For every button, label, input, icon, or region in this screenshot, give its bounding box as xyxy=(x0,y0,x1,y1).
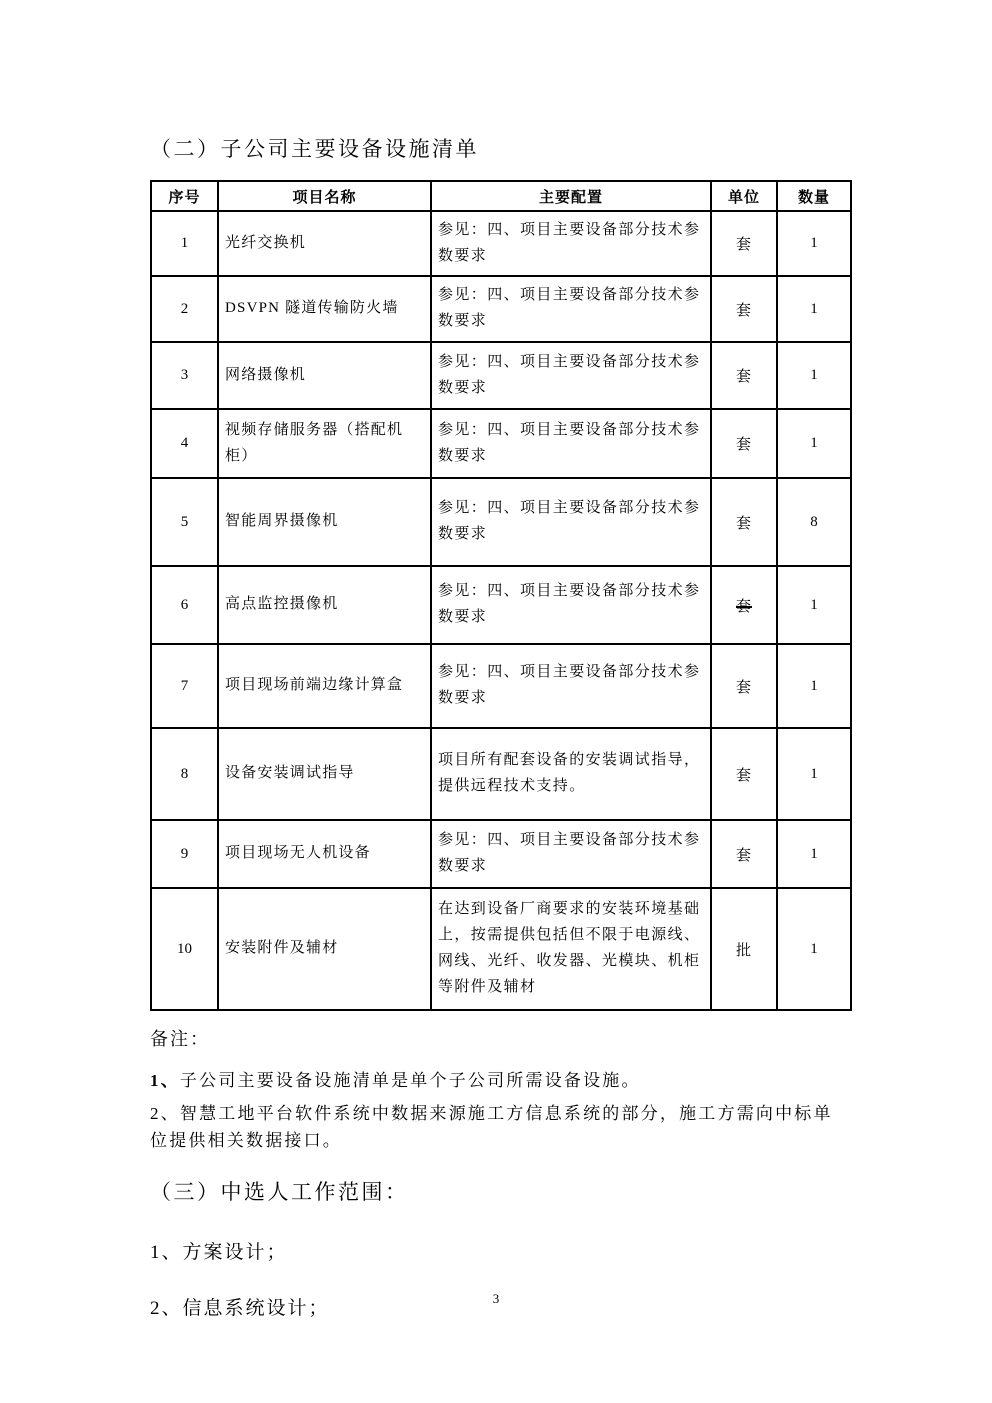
row-qty: 1 xyxy=(777,211,851,276)
row-config: 项目所有配套设备的安装调试指导，提供远程技术支持。 xyxy=(431,728,711,820)
table-header-row xyxy=(151,181,851,211)
row-config: 参见：四、项目主要设备部分技术参数要求 xyxy=(431,820,711,888)
row-qty: 1 xyxy=(777,728,851,820)
note-item xyxy=(150,1100,850,1155)
equipment-table xyxy=(150,180,852,1011)
row-unit: 套 xyxy=(711,276,777,342)
row-config: 在达到设备厂商要求的安装环境基础上，按需提供包括但不限于电源线、网线、光纤、收发器、光模块、机柜等附件及辅材 xyxy=(431,888,711,1010)
note-text: 子公司主要设备设施清单是单个子公司所需设备设施。 xyxy=(179,1071,641,1090)
scope-item-1: 1、方案设计； xyxy=(150,1241,288,1263)
row-config: 参见：四、项目主要设备部分技术参数要求 xyxy=(431,276,711,342)
row-unit: 套 xyxy=(711,478,777,566)
row-no: 10 xyxy=(151,888,218,1010)
row-qty: 1 xyxy=(777,888,851,1010)
row-name: 网络摄像机 xyxy=(218,342,431,409)
table-row xyxy=(151,888,851,1010)
row-config: 参见：四、项目主要设备部分技术参数要求 xyxy=(431,566,711,644)
table-row xyxy=(151,211,851,276)
row-unit: 套 xyxy=(711,211,777,276)
row-qty: 1 xyxy=(777,820,851,888)
table-row xyxy=(151,478,851,566)
row-no: 8 xyxy=(151,728,218,820)
row-qty: 1 xyxy=(777,566,851,644)
table-row xyxy=(151,820,851,888)
notes-label: 备注： xyxy=(150,1029,210,1049)
table-row xyxy=(151,728,851,820)
row-qty: 1 xyxy=(777,342,851,409)
row-qty: 1 xyxy=(777,276,851,342)
row-unit: 套 xyxy=(711,566,777,644)
note-item xyxy=(150,1067,850,1095)
row-unit: 套 xyxy=(711,820,777,888)
row-name: 智能周界摄像机 xyxy=(218,478,431,566)
note-number: 2、 xyxy=(150,1103,180,1123)
row-no: 9 xyxy=(151,820,218,888)
row-name: 项目现场无人机设备 xyxy=(218,820,431,888)
col-header-no: 序号 xyxy=(151,181,218,211)
row-unit: 套 xyxy=(711,728,777,820)
row-name: 安装附件及辅材 xyxy=(218,888,431,1010)
table-row xyxy=(151,409,851,478)
table-row xyxy=(151,644,851,728)
row-name: DSVPN 隧道传输防火墙 xyxy=(218,276,431,342)
row-unit: 套 xyxy=(711,342,777,409)
row-name: 设备安装调试指导 xyxy=(218,728,431,820)
col-header-qty: 数量 xyxy=(777,181,851,211)
table-row xyxy=(151,276,851,342)
row-name: 光纤交换机 xyxy=(218,211,431,276)
row-qty: 1 xyxy=(777,644,851,728)
row-no: 7 xyxy=(151,644,218,728)
page-number: 3 xyxy=(492,1291,500,1306)
row-unit: 批 xyxy=(711,888,777,1010)
row-config: 参见：四、项目主要设备部分技术参数要求 xyxy=(431,644,711,728)
row-no: 5 xyxy=(151,478,218,566)
note-text: 智慧工地平台软件系统中数据来源施工方信息系统的部分，施工方需向中标单位提供相关数据接口。 xyxy=(150,1103,833,1151)
table-row xyxy=(151,342,851,409)
row-config: 参见：四、项目主要设备部分技术参数要求 xyxy=(431,409,711,478)
page-title: （二）子公司主要设备设施清单 xyxy=(150,137,479,161)
row-config: 参见：四、项目主要设备部分技术参数要求 xyxy=(431,342,711,409)
row-config: 参见：四、项目主要设备部分技术参数要求 xyxy=(431,211,711,276)
col-header-config: 主要配置 xyxy=(431,181,711,211)
row-qty: 8 xyxy=(777,478,851,566)
col-header-unit: 单位 xyxy=(711,181,777,211)
row-name: 项目现场前端边缘计算盒 xyxy=(218,644,431,728)
col-header-name: 项目名称 xyxy=(218,181,431,211)
row-name: 高点监控摄像机 xyxy=(218,566,431,644)
row-unit: 套 xyxy=(711,409,777,478)
row-no: 1 xyxy=(151,211,218,276)
row-config: 参见：四、项目主要设备部分技术参数要求 xyxy=(431,478,711,566)
row-name: 视频存储服务器（搭配机柜） xyxy=(218,409,431,478)
section-3-heading: （三）中选人工作范围： xyxy=(150,1179,409,1204)
note-number: 1、 xyxy=(150,1071,180,1090)
row-no: 6 xyxy=(151,566,218,644)
row-unit: 套 xyxy=(711,644,777,728)
table-row xyxy=(151,566,851,644)
scope-item-2: 2、信息系统设计； xyxy=(150,1297,330,1319)
row-no: 4 xyxy=(151,409,218,478)
row-no: 3 xyxy=(151,342,218,409)
row-qty: 1 xyxy=(777,409,851,478)
row-no: 2 xyxy=(151,276,218,342)
